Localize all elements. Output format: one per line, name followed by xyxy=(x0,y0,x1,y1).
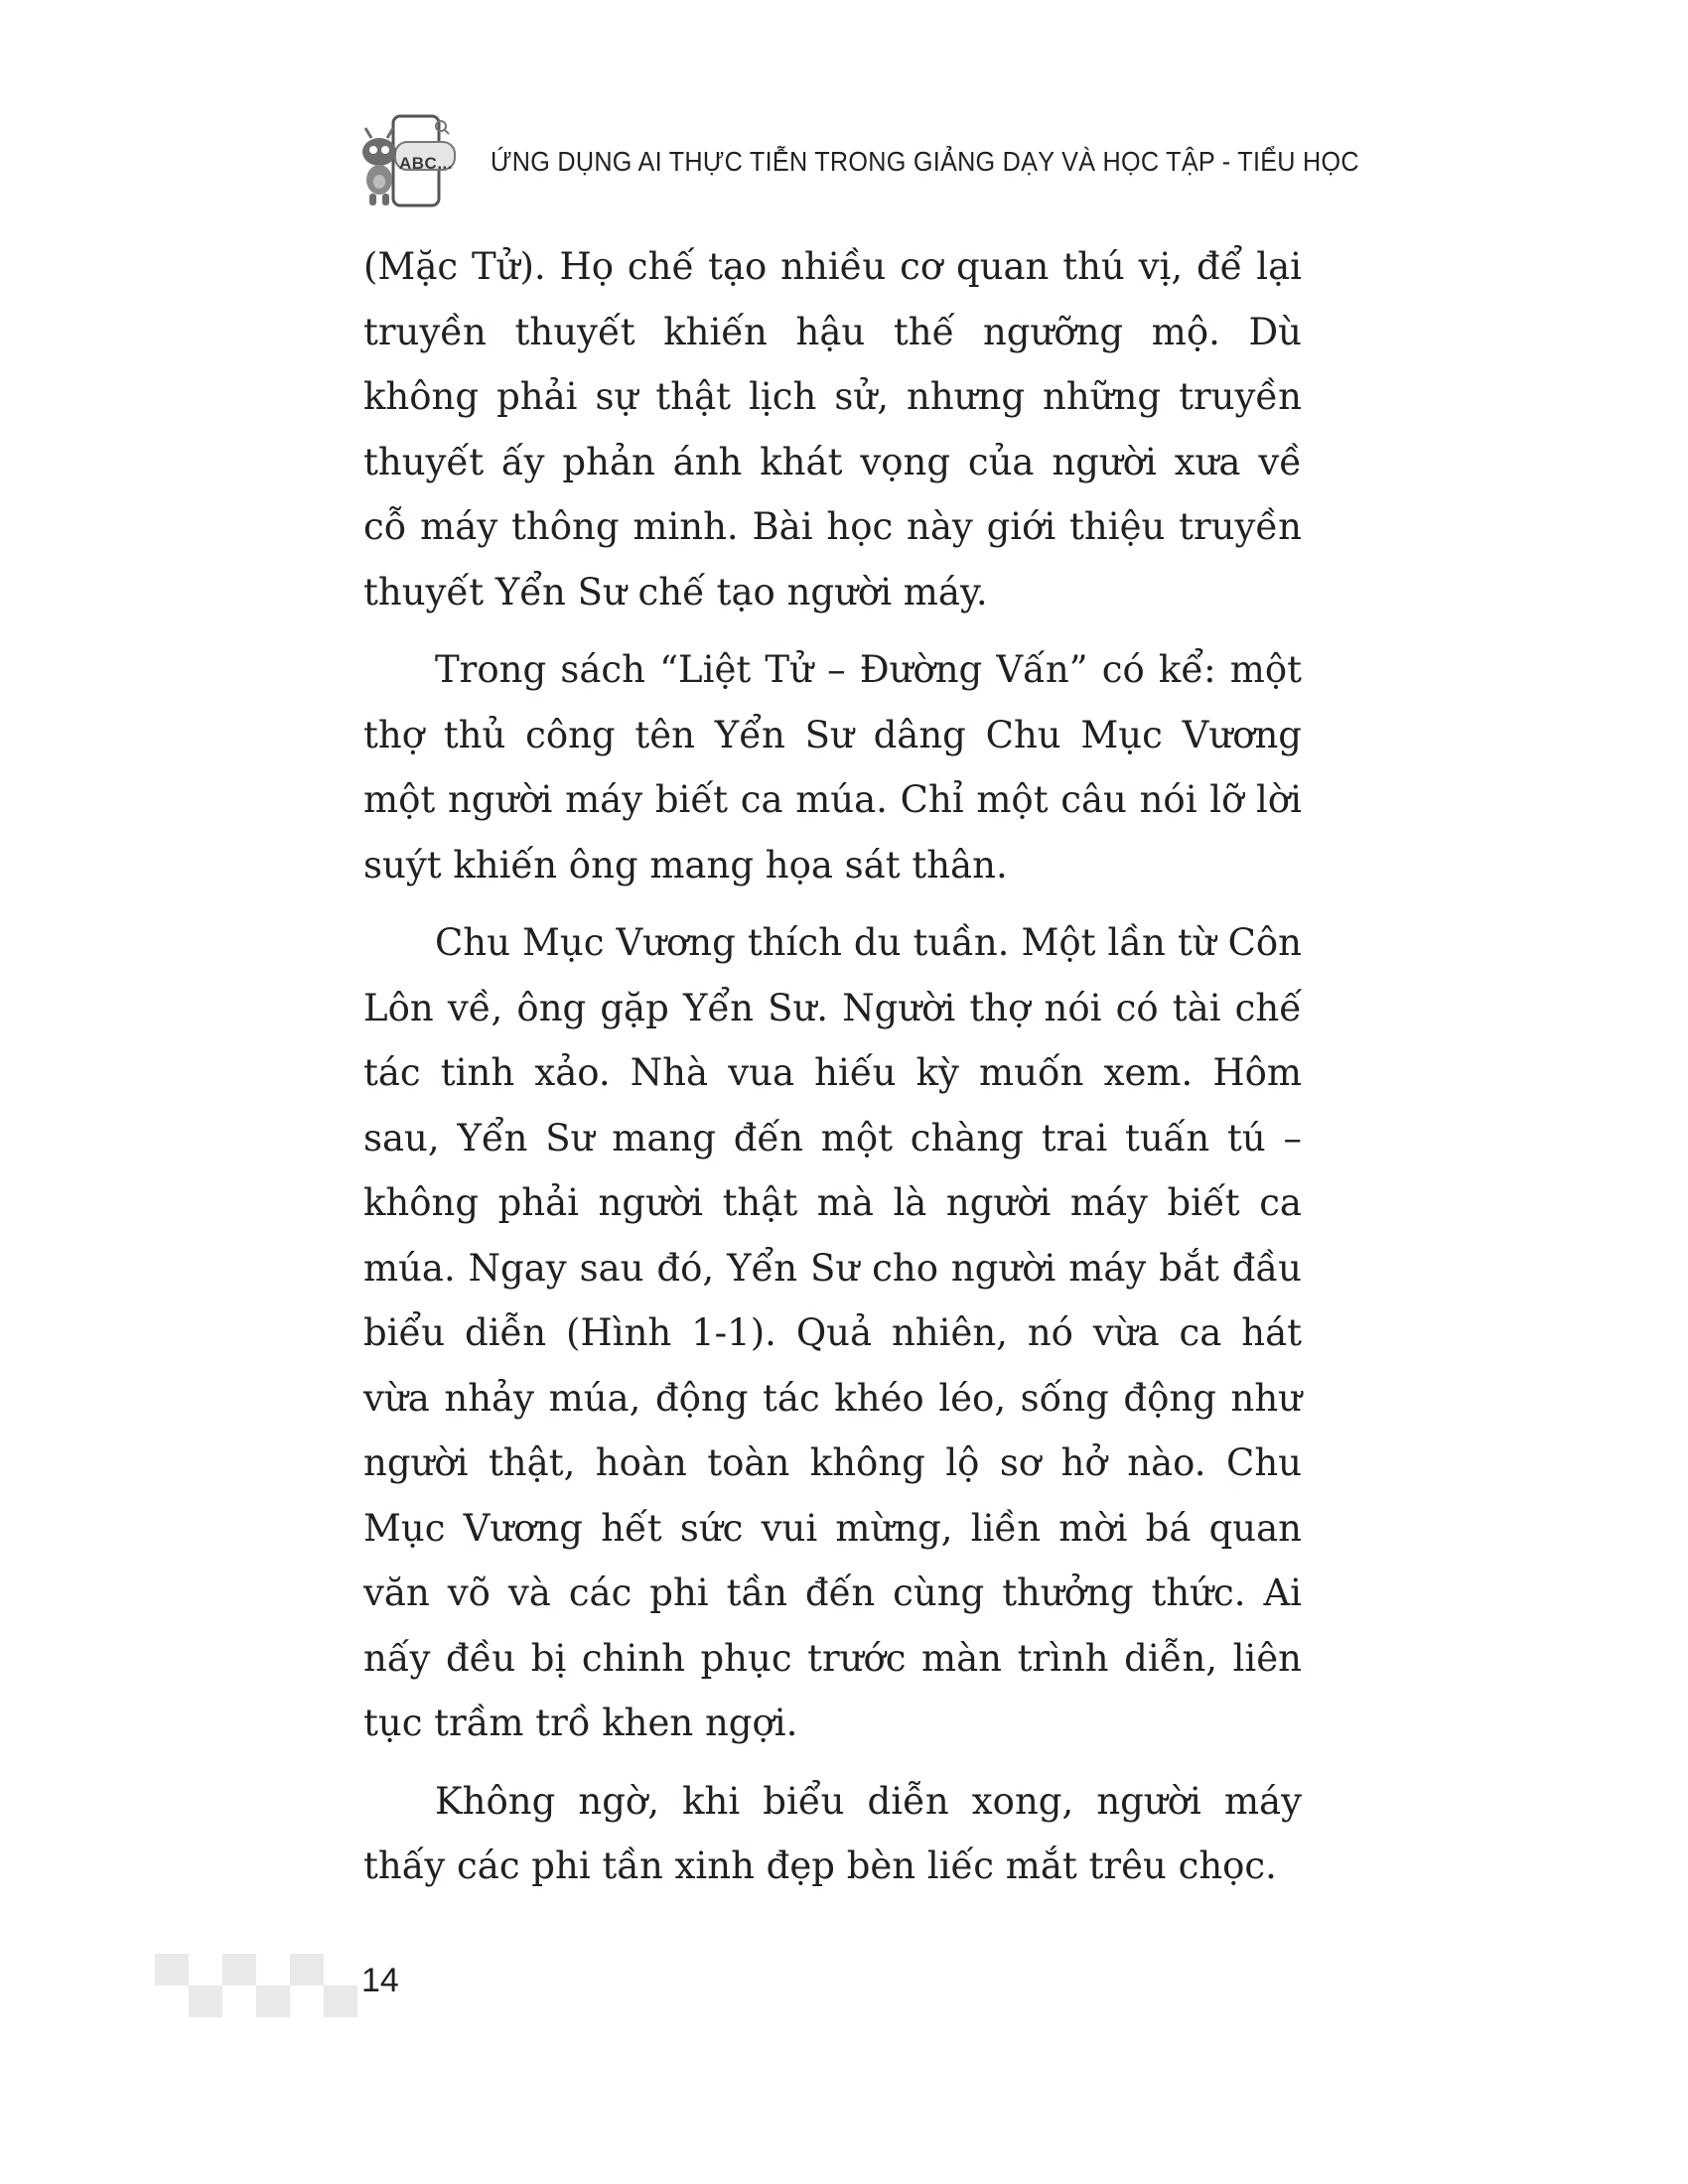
checker-pattern-decoration xyxy=(155,1954,357,2017)
logo-text: ABC... xyxy=(399,154,453,173)
paragraph: Trong sách “Liệt Tử – Đường Vấn” có kể: một thợ thủ công tên Yển Sư dâng Chu Mục Vương một người máy biết ca múa. Chỉ một câu nói lỡ lời suýt khiến ông mang họa sát thân. xyxy=(363,648,1302,887)
paragraph: Chu Mục Vương thích du tuần. Một lần từ Côn Lôn về, ông gặp Yển Sư. Người thợ nói có tài chế tác tinh xảo. Nhà vua hiếu kỳ muốn xem. Hôm sau, Yển Sư mang đến một chàng trai tuấn tú – không phải người thật mà là người máy biết ca múa. Ngay sau đó, Yển Sư cho người máy bắt đầu biểu diễn (Hình 1-1). Quả nhiên, nó vừa ca hát vừa nhảy múa, động tác khéo léo, sống động như người thật, hoàn toàn không lộ sơ hở nào. Chu Mục Vương hết sức vui mừng, liền mời bá quan văn võ và các phi tần đến cùng thưởng thức. Ai nấy đều bị chinh phục trước màn trình diễn, liên tục trầm trồ khen ngợi. xyxy=(363,921,1302,1744)
body-text xyxy=(363,234,1302,1912)
robot-phone-icon xyxy=(355,112,465,211)
page-header xyxy=(355,107,1456,216)
paragraph: Không ngờ, khi biểu diễn xong, người máy thấy các phi tần xinh đẹp bèn liếc mắt trêu chọc. xyxy=(363,1779,1302,1887)
running-title: ỨNG DỤNG AI THỰC TIỄN TRONG GIẢNG DẠY VÀ HỌC TẬP - TIỂU HỌC xyxy=(491,146,1359,177)
page-number: 14 xyxy=(361,1962,399,1999)
paragraph: (Mặc Tử). Họ chế tạo nhiều cơ quan thú vị, để lại truyền thuyết khiến hậu thế ngưỡng mộ. Dù không phải sự thật lịch sử, nhưng những truyền thuyết ấy phản ánh khát vọng của người xưa về cỗ máy thông minh. Bài học này giới thiệu truyền thuyết Yển Sư chế tạo người máy. xyxy=(363,245,1302,614)
